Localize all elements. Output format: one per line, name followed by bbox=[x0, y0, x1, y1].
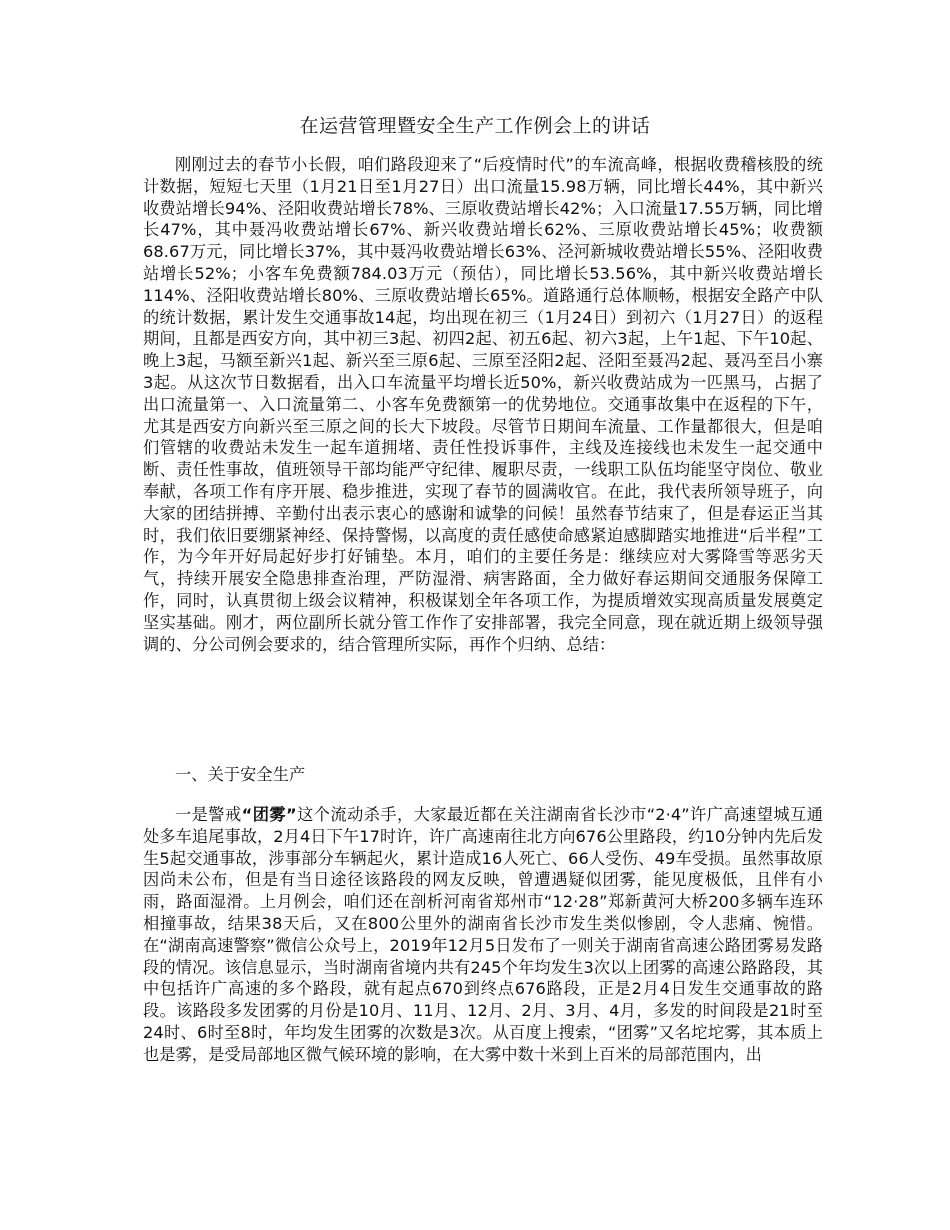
paragraph-fog-warning bbox=[143, 804, 823, 1066]
section-heading-safety: 一、关于安全生产 bbox=[175, 765, 306, 784]
document-title: 在运营管理暨安全生产工作例会上的讲话 bbox=[299, 115, 651, 137]
paragraph-intro: 刚刚过去的春节小长假，咱们路段迎来了“后疫情时代”的车流高峰，根据收费稽核股的统计数据，短短七天里（1月21日至1月27日）出口流量15.98万辆，同比增长44%，其中新兴收费站增长94%、泾阳收费站增长78%、三原收费站增长42%；入口流量17.55万辆，同比增长47%，其中聂冯收费站增长67%、新兴收费站增长62%、三原收费站增长45%；收费额68.67万元，同比增长37%，其中聂冯收费站增长63%、泾河新城收费站增长55%、泾阳收费站增长52%；小客车免费额784.03万元（预估），同比增长53.56%，其中新兴收费站增长114%、泾阳收费站增长80%、三原收费站增长65%。道路通行总体顺畅，根据安全路产中队的统计数据，累计发生交通事故14起，均出现在初三（1月24日）到初六（1月27日）的返程期间，且都是西安方向，其中初三3起、初四2起、初五6起、初六3起，上午1起、下午10起、晚上3起，马额至新兴1起、新兴至三原6起、三原至泾阳2起、泾阳至聂冯2起、聂冯至吕小寨3起。从这次节日数据看，出入口车流量平均增长近50%，新兴收费站成为一匹黑马，占据了出口流量第一、入口流量第二、小客车免费额第一的优势地位。交通事故集中在返程的下午，尤其是西安方向新兴至三原之间的长大下坡段。尽管节日期间车流量、工作量都很大，但是咱们管辖的收费站未发生一起车道拥堵、责任性投诉事件，主线及连接线也未发生一起交通中断、责任性事故，值班领导干部均能严守纪律、履职尽责，一线职工队伍均能坚守岗位、敬业奉献，各项工作有序开展、稳步推进，实现了春节的圆满收官。在此，我代表所领导班子，向大家的团结拼搏、辛勤付出表示衷心的感谢和诚挚的问候！虽然春节结束了，但是春运正当其时，我们依旧要绷紧神经、保持警惕，以高度的责任感使命感紧迫感脚踏实地推进“后半程”工作，为今年开好局起好步打好铺垫。本月，咱们的主要任务是：继续应对大雾降雪等恶劣天气，持续开展安全隐患排查治理，严防湿滑、病害路面，全力做好春运期间交通服务保障工作，同时，认真贯彻上级会议精神，积极谋划全年各项工作，为提质增效实现高质量发展奠定坚实基础。刚才，两位副所长就分管工作作了安排部署，我完全同意，现在就近期上级领导强调的、分公司例会要求的，结合管理所实际，再作个归纳、总结： bbox=[143, 155, 823, 654]
bold-term: “团雾” bbox=[241, 805, 297, 824]
paragraph-lead: 一是警戒 bbox=[175, 805, 242, 824]
paragraph-body: 这个流动杀手，大家最近都在关注湖南省长沙市“2·4”许广高速望城互通处多车追尾事故，2月4日下午17时许，许广高速南往北方向676公里路段，约10分钟内先后发生5起交通事故，涉事部分车辆起火，累计造成16人死亡、66人受伤、49车受损。虽然事故原因尚未公布，但是有当日途径该路段的网友反映，曾遭遇疑似团雾，能见度极低，且伴有小雨，路面湿滑。上月例会，咱们还在剖析河南省郑州市“12·28”郑新黄河大桥200多辆车连环相撞事故，结果38天后，又在800公里外的湖南省长沙市发生类似惨剧，令人悲痛、惋惜。在“湖南高速警察”微信公众号上，2019年12月5日发布了一则关于湖南省高速公路团雾易发路段的情况。该信息显示，当时湖南省境内共有245个年均发生3次以上团雾的高速公路路段，其中包括许广高速的多个路段，就有起点670到终点676路段，正是2月4日发生交通事故的路段。该路段多发团雾的月份是10月、11月、12月、2月、3月、4月，多发的时间段是21时至24时、6时至8时，年均发生团雾的次数是3次。从百度上搜索，“团雾”又名坨坨雾，其本质上也是雾，是受局部地区微气候环境的影响，在大雾中数十米到上百米的局部范围内，出 bbox=[143, 805, 823, 1064]
